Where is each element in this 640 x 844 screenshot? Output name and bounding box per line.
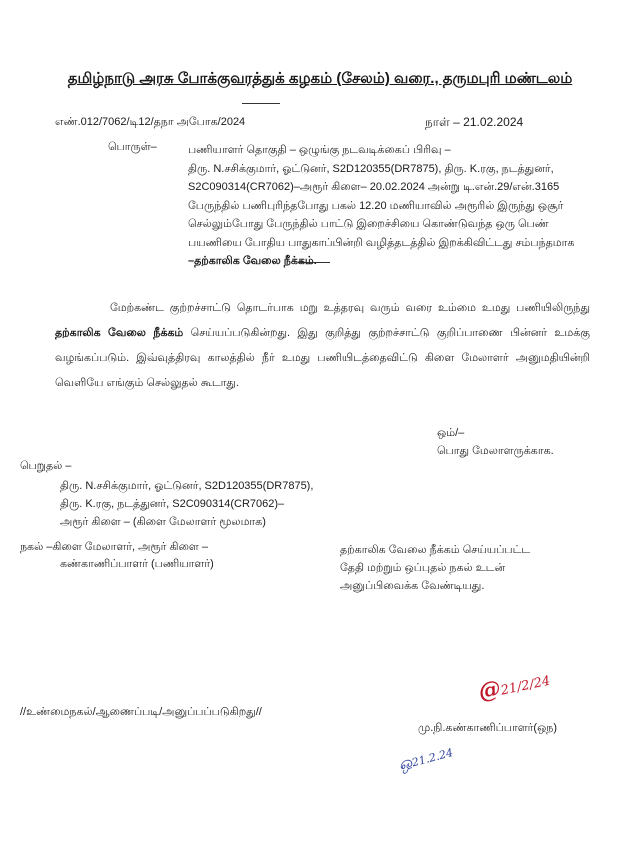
copy-line: கண்காணிப்பாளர் (பணியாளர்) (60, 558, 214, 570)
red-signature (476, 665, 552, 705)
recipient-line: அரூர் கிளை – (கிளை மேலாளர் மூலமாக) (60, 516, 266, 528)
reference-number: எண்.012/7062/டி12/தநா அபோக/2024 (55, 116, 246, 128)
recipients-list (60, 477, 313, 531)
subject-line: பேருந்தில் பணிபுரிந்தபோது பகல் 12.20 மணியாவில் அரூரில் இருந்து ஒசூர் (188, 199, 564, 212)
subject-label: பொருள்– (108, 141, 157, 153)
body-text: மேற்கண்ட குற்றச்சாட்டு தொடர்பாக மறு உத்தரவு வரும் வரை உம்மை உமது பணியிலிருந்து (110, 302, 590, 314)
subject-line: பயணியை போதிய பாதுகாப்பின்றி வழித்தடத்தில் இறக்கிவிட்டது சம்பந்தமாக (188, 236, 575, 249)
document-date: நாள் – 21.02.2024 (425, 115, 524, 129)
subject-text (188, 141, 588, 271)
note-line: தேதி மற்றும் ஒப்புதல் நகல் உடன் (340, 562, 506, 574)
subject-line: பணியாளர் தொகுதி – ஒழுங்கு நடவடிக்கைப் பிரிவு – (188, 144, 451, 156)
true-copy-note: //உண்மைநகல்/ஆணைப்படி/அனுப்பப்படுகிறது// (20, 706, 262, 718)
note-line: தற்காலிக வேலை நீக்கம் செய்யப்பட்ட (340, 544, 531, 556)
divider (242, 103, 280, 104)
note-line: அனுப்பிவைக்க வேண்டியது. (340, 580, 485, 592)
signoff (437, 424, 554, 460)
signoff-for: பொது மேலாளருக்காக. (437, 445, 554, 457)
divider (298, 262, 330, 263)
recipient-line: திரு. K.ரகு, நடத்துனர், S2C090314(CR7062)– (60, 498, 285, 510)
recipients-label: பெறுதல் – (20, 460, 72, 472)
recipient-line: திரு. N.சசிக்குமார், ஓட்டுனர், S2D120355(DR7875), (60, 480, 314, 492)
note-block (340, 541, 530, 595)
subject-line: S2C090314(CR7062)–அரூர் கிளை– 20.02.2024 அன்று டி.என்.29/என்.3165 (188, 181, 560, 193)
subject-action: –தற்காலிக வேலை நீக்கம். (188, 255, 317, 267)
blue-initial (396, 741, 455, 776)
document-title: தமிழ்நாடு அரசு போக்குவரத்துக் கழகம் (சேலம்) வரை., தருமபுரி மண்டலம் (67, 70, 573, 87)
body-bold-text: தற்காலிக வேலை நீக்கம் (55, 327, 184, 339)
initial-scribble-icon: ஒ (396, 752, 415, 774)
designation: மு.நி.கண்காணிப்பாளர்(ஒந) (418, 722, 558, 734)
initial-date: 21.2.24 (410, 746, 455, 770)
signed-mark: ஒம்/– (437, 427, 465, 439)
subject-line: திரு. N.சசிக்குமார், ஓட்டுனர், S2D120355(DR7875), திரு. K.ரகு, நடத்துனர், (188, 162, 554, 175)
signature-scribble-icon: @ (476, 675, 504, 706)
copy-line: நகல் –கிளை மேலாளர், அரூர் கிளை – (20, 541, 208, 553)
body-paragraph (55, 296, 590, 396)
body-text: செய்யப்படுகின்றது. இது குறித்து குற்றச்சாட்டு குறிப்பாணை பின்னர் உமக்கு வழங்கப்படும். இவ்வுத்திரவு காலத்தில் நீர் உமது பணியிடத்தைவிட்டு கிளை மேலாளர் அனுமதியின்றி வெளியே எங்கும் செல்லுதல் கூடாது. (55, 327, 590, 389)
signature-date: 21/2/24 (499, 673, 552, 699)
subject-line: செல்லும்போது பேருந்தில் பாட்டு இறைச்சியை கொண்டுவந்த ஒரு பெண் (188, 218, 549, 230)
